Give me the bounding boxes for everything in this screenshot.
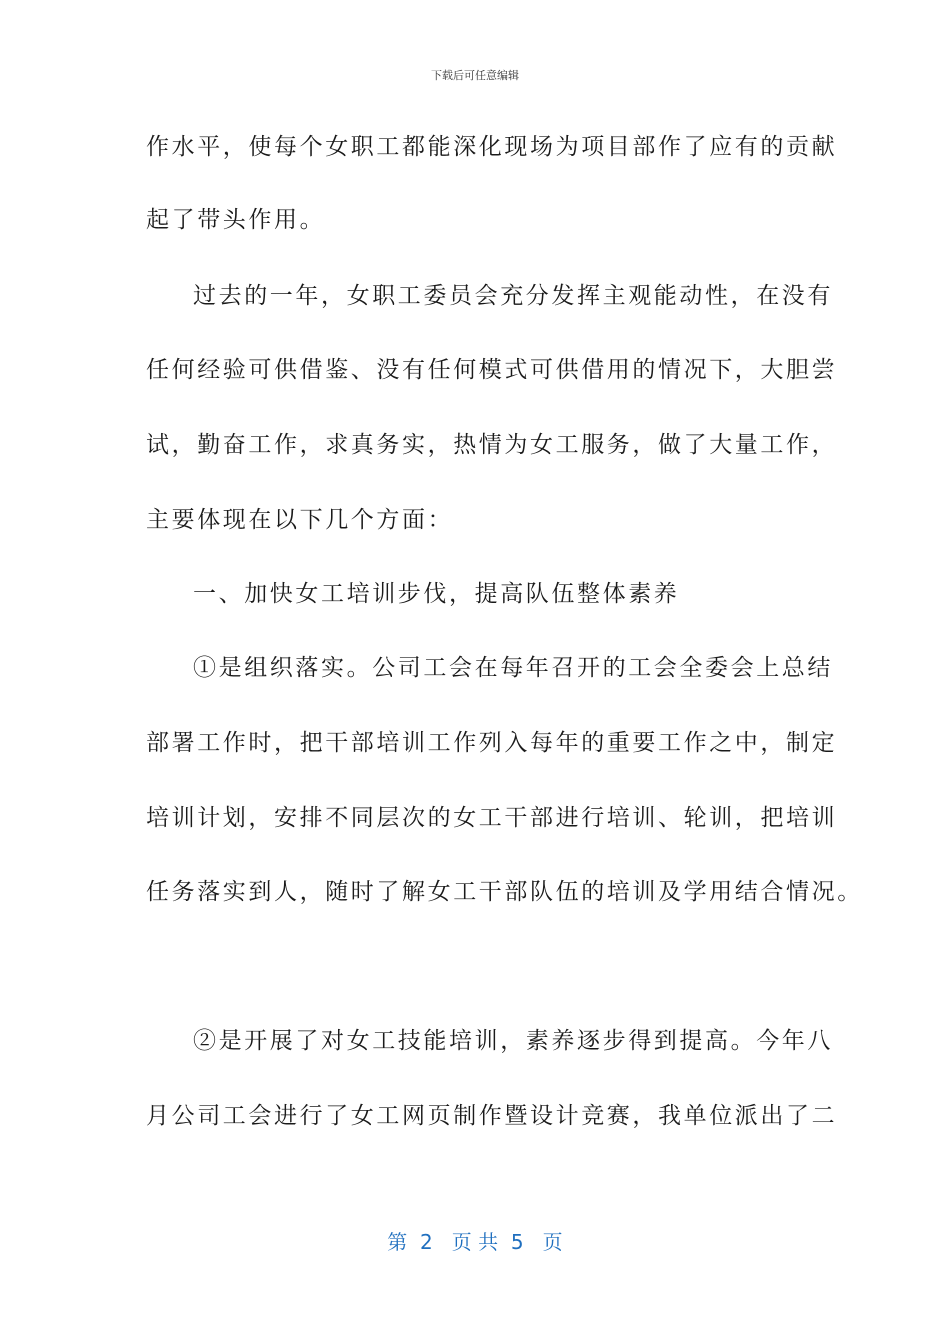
text-line-5: 试，勤奋工作，求真务实，热情为女工服务，做了大量工作，	[146, 432, 838, 458]
text-line-9: 部署工作时，把干部培训工作列入每年的重要工作之中，制定	[146, 730, 838, 756]
page-number-footer: 第 2 页 共 5 页	[387, 1230, 563, 1254]
text-line-4: 任何经验可供借鉴、没有任何模式可供借用的情况下，大胆尝	[146, 357, 838, 383]
text-line-11: 任务落实到人，随时了解女工干部队伍的培训及学用结合情况。	[146, 879, 863, 905]
text-line-13: 月公司工会进行了女工网页制作暨设计竞赛，我单位派出了二	[146, 1103, 838, 1129]
text-line-6: 主要体现在以下几个方面：	[146, 507, 454, 533]
text-line-10: 培训计划，安排不同层次的女工干部进行培训、轮训，把培训	[146, 805, 838, 831]
text-line-3: 过去的一年，女职工委员会充分发挥主观能动性，在没有	[193, 283, 833, 309]
text-line-1: 作水平，使每个女职工都能深化现场为项目部作了应有的贡献	[146, 134, 838, 160]
section-heading: 一、加快女工培训步伐，提高队伍整体素养	[193, 581, 680, 607]
page-header-note: 下载后可任意编辑	[431, 69, 519, 82]
text-line-2: 起了带头作用。	[146, 207, 326, 233]
text-line-8: ①是组织落实。公司工会在每年召开的工会全委会上总结	[193, 655, 833, 681]
text-line-12: ②是开展了对女工技能培训，素养逐步得到提高。今年八	[193, 1028, 833, 1054]
